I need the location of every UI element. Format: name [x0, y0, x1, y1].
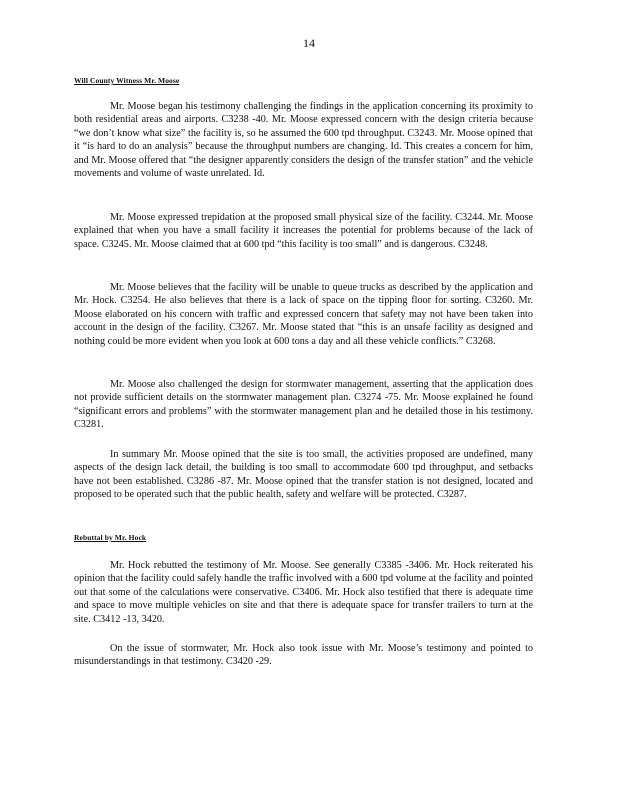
paragraph: On the issue of stormwater, Mr. Hock also took issue with Mr. Moose’s testimony and pointed to misunderstandings in that testimony. C3420 -29. [74, 643, 533, 668]
paragraph: Mr. Moose believes that the facility will be unable to queue trucks as described by the application and Mr. Hock. C3254. He also believes that there is a lack of space on the tipping floor for sorting. C3260. Mr. Moose elaborated on his concern with traffic and expressed concern that safety may not have been taken into account in the design of the facility. C3267. Mr. Moose stated that “this is an unsafe facility as designed and nothing could be more evident when you look at 600 tons a day and all these vehicle conflicts.” C3268. [74, 282, 533, 347]
paragraph: Mr. Hock rebutted the testimony of Mr. Moose. See generally C3385 -3406. Mr. Hock reiterated his opinion that the facility could safely handle the traffic involved with a 600 tpd volume at the facility and pointed out that some of the calculations were conservative. C3406. Mr. Hock also testified that there is adequate time and space to move multiple vehicles on site and that there is adequate space for transfer trailers to turn at the site. C3412 -13, 3420. [74, 560, 533, 625]
section-heading-rebuttal: Rebuttal by Mr. Hock [74, 533, 147, 542]
paragraph: Mr. Moose began his testimony challenging the findings in the application concerning its proximity to both residential areas and airports. C3238 -40. Mr. Moose expressed concern with the design criteria because “we don’t know what size” the facility is, so he assumed the 600 tpd throughput. C3243. Mr. Moose opined that it “is hard to do an analysis” because the throughput numbers are changing. Id. This creates a concern for him, and Mr. Moose offered that “the designer apparently considers the design of the transfer station” and the vehicle movements and volume of waste unrelated. Id. [74, 101, 533, 180]
page-number: 14 [303, 36, 315, 50]
paragraph: Mr. Moose also challenged the design for stormwater management, asserting that the application does not provide sufficient details on the stormwater management plan. C3274 -75. Mr. Moose explained he found “significant errors and problems” with the stormwater management plan and he detailed those in his testimony. C3281. [74, 379, 533, 431]
paragraph: Mr. Moose expressed trepidation at the proposed small physical size of the facility. C3244. Mr. Moose explained that when you have a small facility it increases the potential for problems because of the lack of space. C3245. Mr. Moose claimed that at 600 tpd “this facility is too small” and is dangerous. C3248. [74, 212, 533, 250]
section-heading-moose: Will County Witness Mr. Moose [74, 76, 180, 85]
paragraph: In summary Mr. Moose opined that the site is too small, the activities proposed are undefined, many aspects of the design lack detail, the building is too small to accommodate 600 tpd throughput, and setbacks have not been established. C3286 -87. Mr. Moose opined that the transfer station is not designed, located and proposed to be operated such that the public health, safety and welfare will be protected. C3287. [74, 449, 533, 501]
